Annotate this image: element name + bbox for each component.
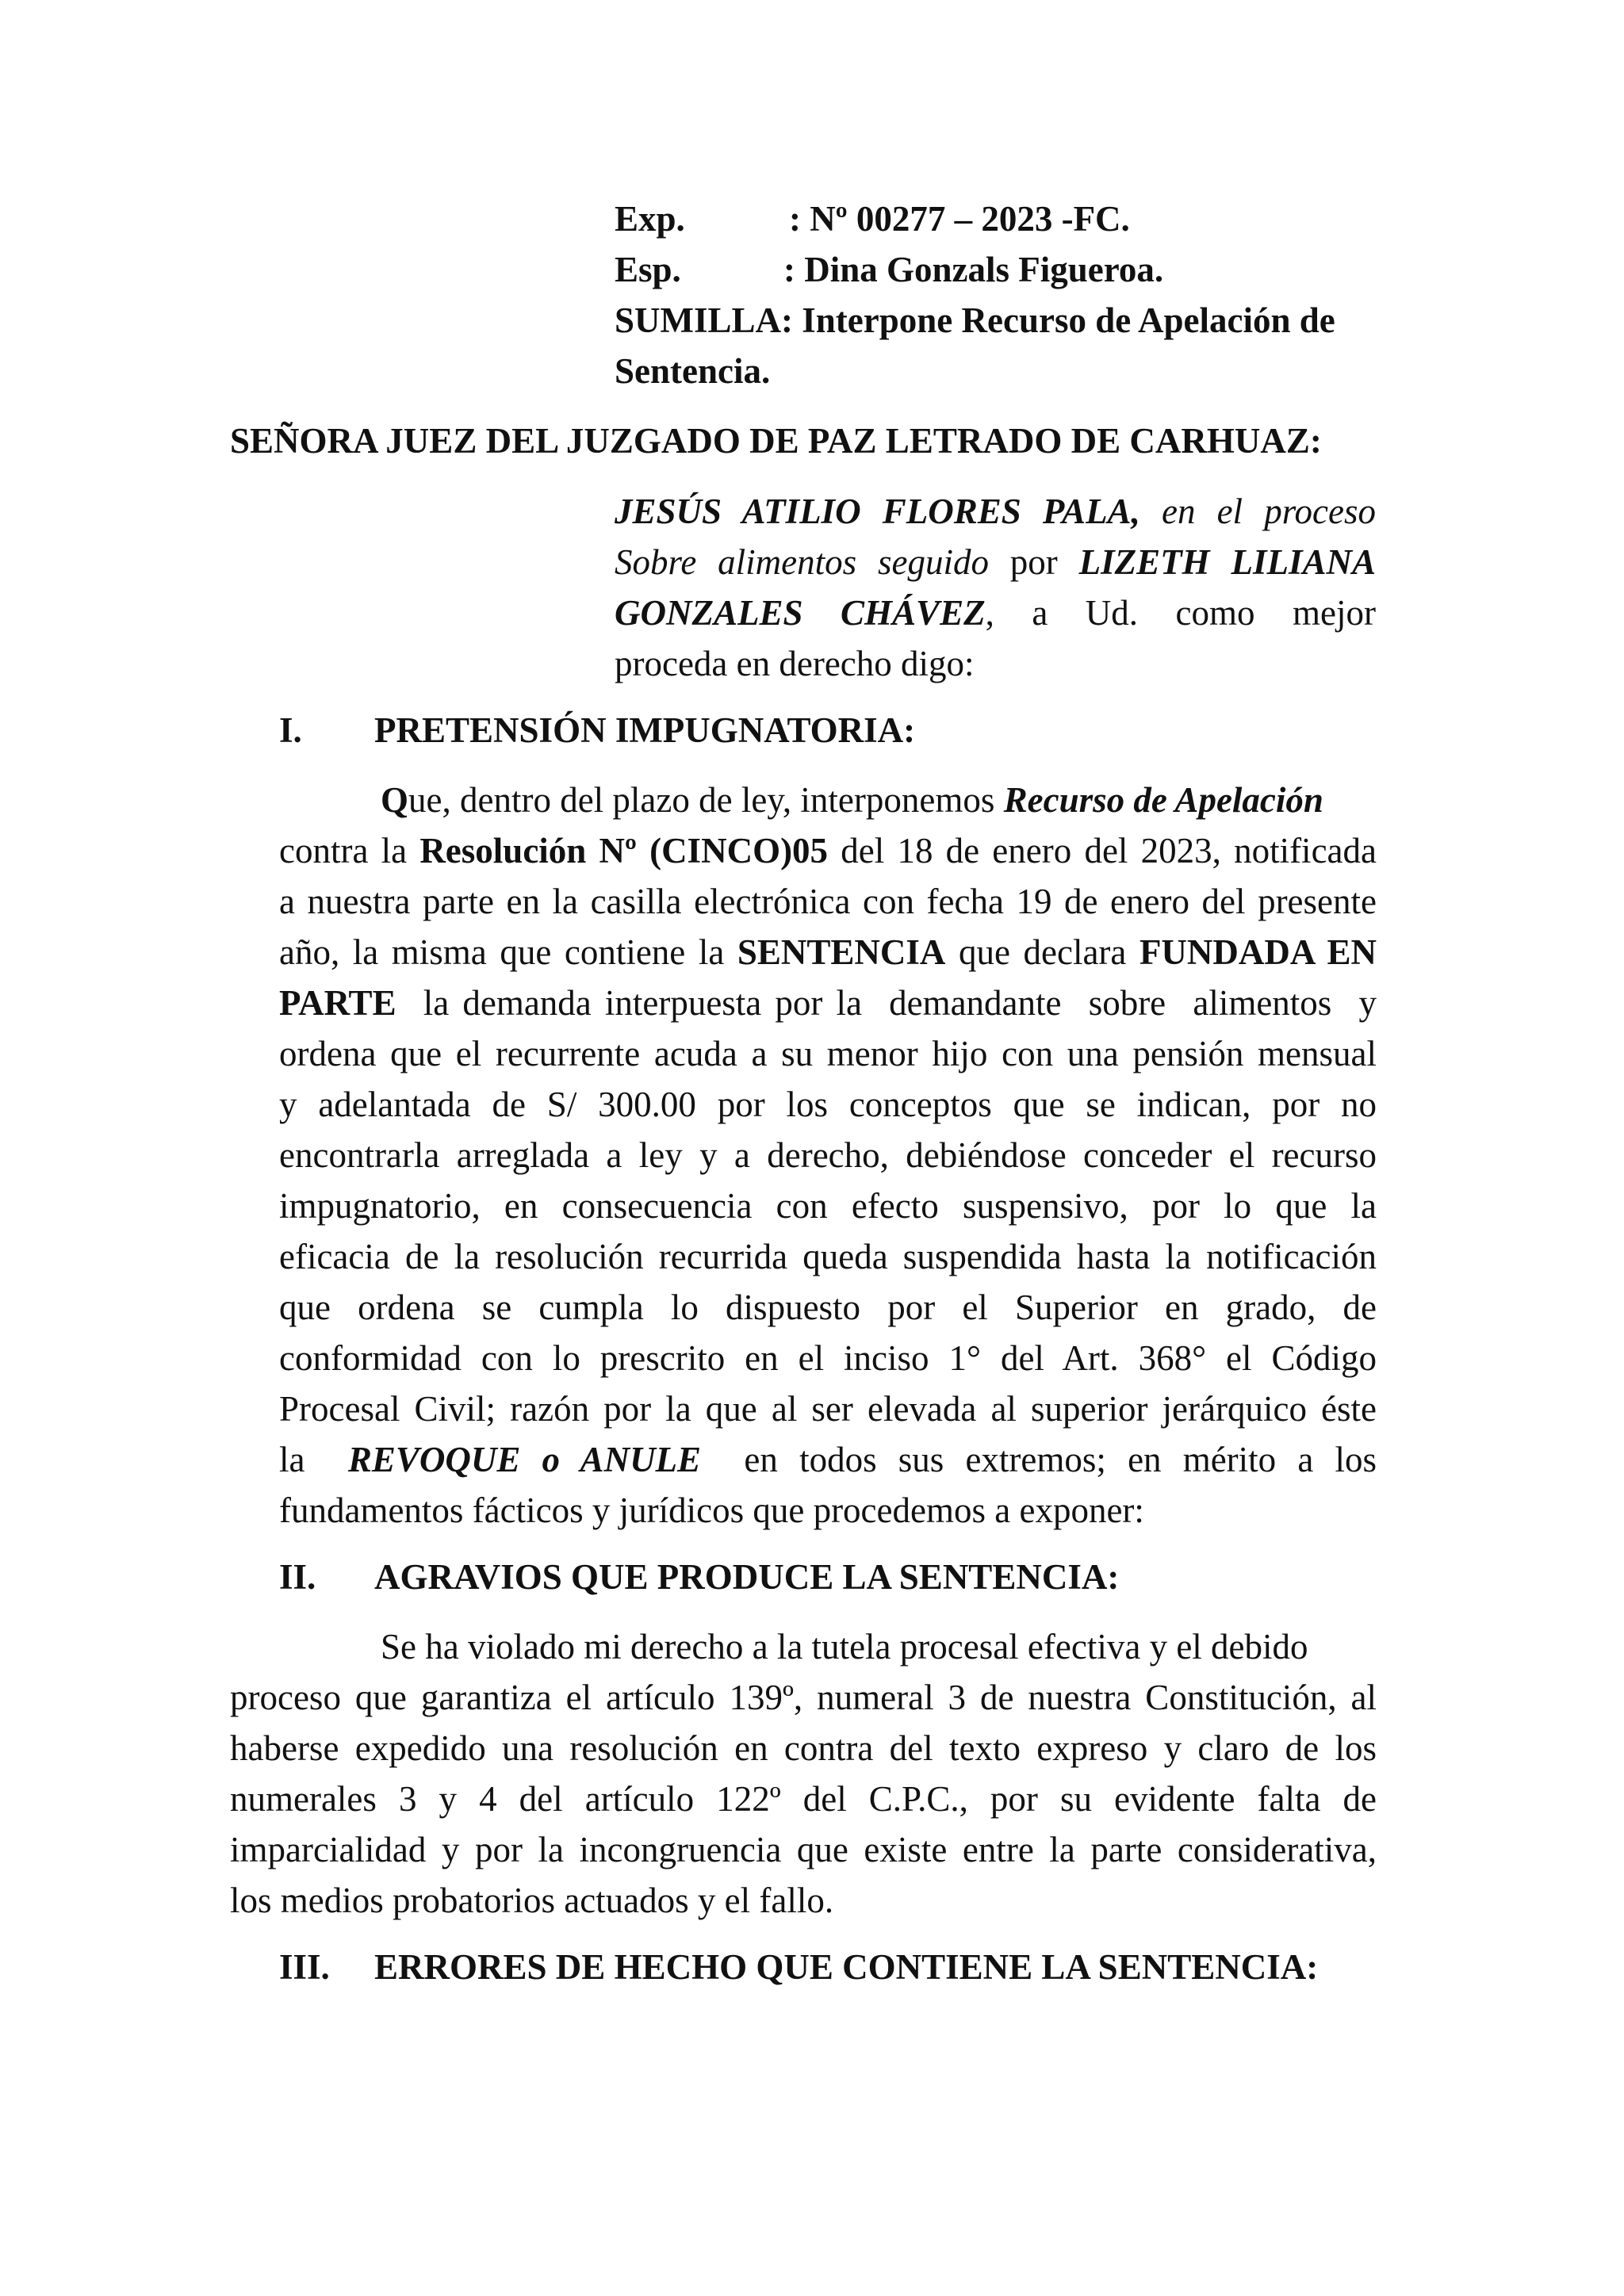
sumilla-line-2: Sentencia. bbox=[615, 351, 771, 391]
section-3-heading bbox=[279, 1942, 1318, 1992]
section-2-line-1: Se ha violado mi derecho a la tutela procesal efectiva y el debido bbox=[381, 1627, 1308, 1667]
section-1-line-7: y adelantada de S/ 300.00 por los conceptos que se indican, por no bbox=[279, 1085, 1377, 1124]
section-1-heading bbox=[279, 705, 915, 756]
section-1-line-1: Que, dentro del plazo de ley, interponemos Recurso de Apelación bbox=[381, 780, 1323, 820]
section-1-line-4: año, la misma que contiene la SENTENCIA que declara FUNDADA EN bbox=[279, 932, 1377, 972]
section-2-line-3: haberse expedido una resolución en contra del texto expreso y claro de los bbox=[230, 1728, 1377, 1768]
section-1-number: I. bbox=[279, 710, 302, 750]
section-2-line-4: numerales 3 y 4 del artículo 122º del C.P.C., por su evidente falta de bbox=[230, 1779, 1377, 1819]
section-2-title: AGRAVIOS QUE PRODUCE LA SENTENCIA: bbox=[374, 1557, 1120, 1597]
sumilla-line-1: SUMILLA: Interpone Recurso de Apelación de bbox=[615, 300, 1335, 340]
section-3-number: III. bbox=[279, 1947, 330, 1987]
appellant-name: JESÚS ATILIO FLORES PALA, bbox=[615, 492, 1140, 531]
exp-label: Exp. bbox=[615, 199, 685, 239]
section-1-line-13: Procesal Civil; razón por la que al ser elevada al superior jerárquico éste bbox=[279, 1389, 1377, 1429]
section-1-line-8: encontrarla arreglada a ley y a derecho, debiéndose conceder el recurso bbox=[279, 1135, 1377, 1175]
section-1-line-10: eficacia de la resolución recurrida queda suspendida hasta la notificación bbox=[279, 1237, 1377, 1276]
section-2-line-5: imparcialidad y por la incongruencia que existe entre la parte considerativa, bbox=[230, 1830, 1377, 1869]
section-1-line-5: PARTE la demanda interpuesta por la demandante sobre alimentos y bbox=[279, 983, 1377, 1023]
section-1-line-15: fundamentos fácticos y jurídicos que procedemos a exponer: bbox=[279, 1490, 1144, 1530]
section-2-line-2: proceso que garantiza el artículo 139º, numeral 3 de nuestra Constitución, al bbox=[230, 1678, 1377, 1717]
section-3-title: ERRORES DE HECHO QUE CONTIENE LA SENTENCIA: bbox=[374, 1947, 1319, 1987]
respondent-name-part-2: GONZALES CHÁVEZ bbox=[615, 593, 986, 633]
intro-line-4: proceda en derecho digo: bbox=[615, 644, 975, 683]
section-1-line-9: impugnatorio, en consecuencia con efecto suspensivo, por lo que la bbox=[279, 1186, 1377, 1226]
section-1-line-3: a nuestra parte en la casilla electrónica con fecha 19 de enero del presente bbox=[279, 882, 1377, 921]
exp-value: : Nº 00277 – 2023 -FC. bbox=[789, 199, 1130, 239]
esp-value: : Dina Gonzals Figueroa. bbox=[783, 250, 1164, 289]
section-1-line-12: conformidad con lo prescrito en el inciso 1° del Art. 368° el Código bbox=[279, 1338, 1377, 1378]
intro-line-3: GONZALES CHÁVEZ, a Ud. como mejor bbox=[615, 593, 1376, 633]
section-1-line-6: ordena que el recurrente acuda a su menor hijo con una pensión mensual bbox=[279, 1034, 1377, 1073]
section-1-line-14: la REVOQUE o ANULE en todos sus extremos; en mérito a los bbox=[279, 1440, 1377, 1479]
esp-label: Esp. bbox=[615, 250, 681, 289]
section-1-line-11: que ordena se cumpla lo dispuesto por el Superior en grado, de bbox=[279, 1288, 1377, 1327]
intro-line-1: JESÚS ATILIO FLORES PALA, en el proceso bbox=[615, 492, 1376, 531]
intro-line-2: Sobre alimentos seguido por LIZETH LILIANA bbox=[615, 542, 1376, 582]
section-2-line-6: los medios probatorios actuados y el fallo. bbox=[230, 1881, 834, 1920]
section-2-heading bbox=[279, 1552, 1119, 1602]
addressee: SEÑORA JUEZ DEL JUZGADO DE PAZ LETRADO DE CARHUAZ: bbox=[230, 421, 1322, 461]
respondent-name-part-1: LIZETH LILIANA bbox=[1078, 542, 1376, 582]
section-1-line-2: contra la Resolución Nº (CINCO)05 del 18 de enero del 2023, notificada bbox=[279, 831, 1377, 871]
section-1-title: PRETENSIÓN IMPUGNATORIA: bbox=[374, 710, 916, 750]
section-2-number: II. bbox=[279, 1557, 316, 1597]
